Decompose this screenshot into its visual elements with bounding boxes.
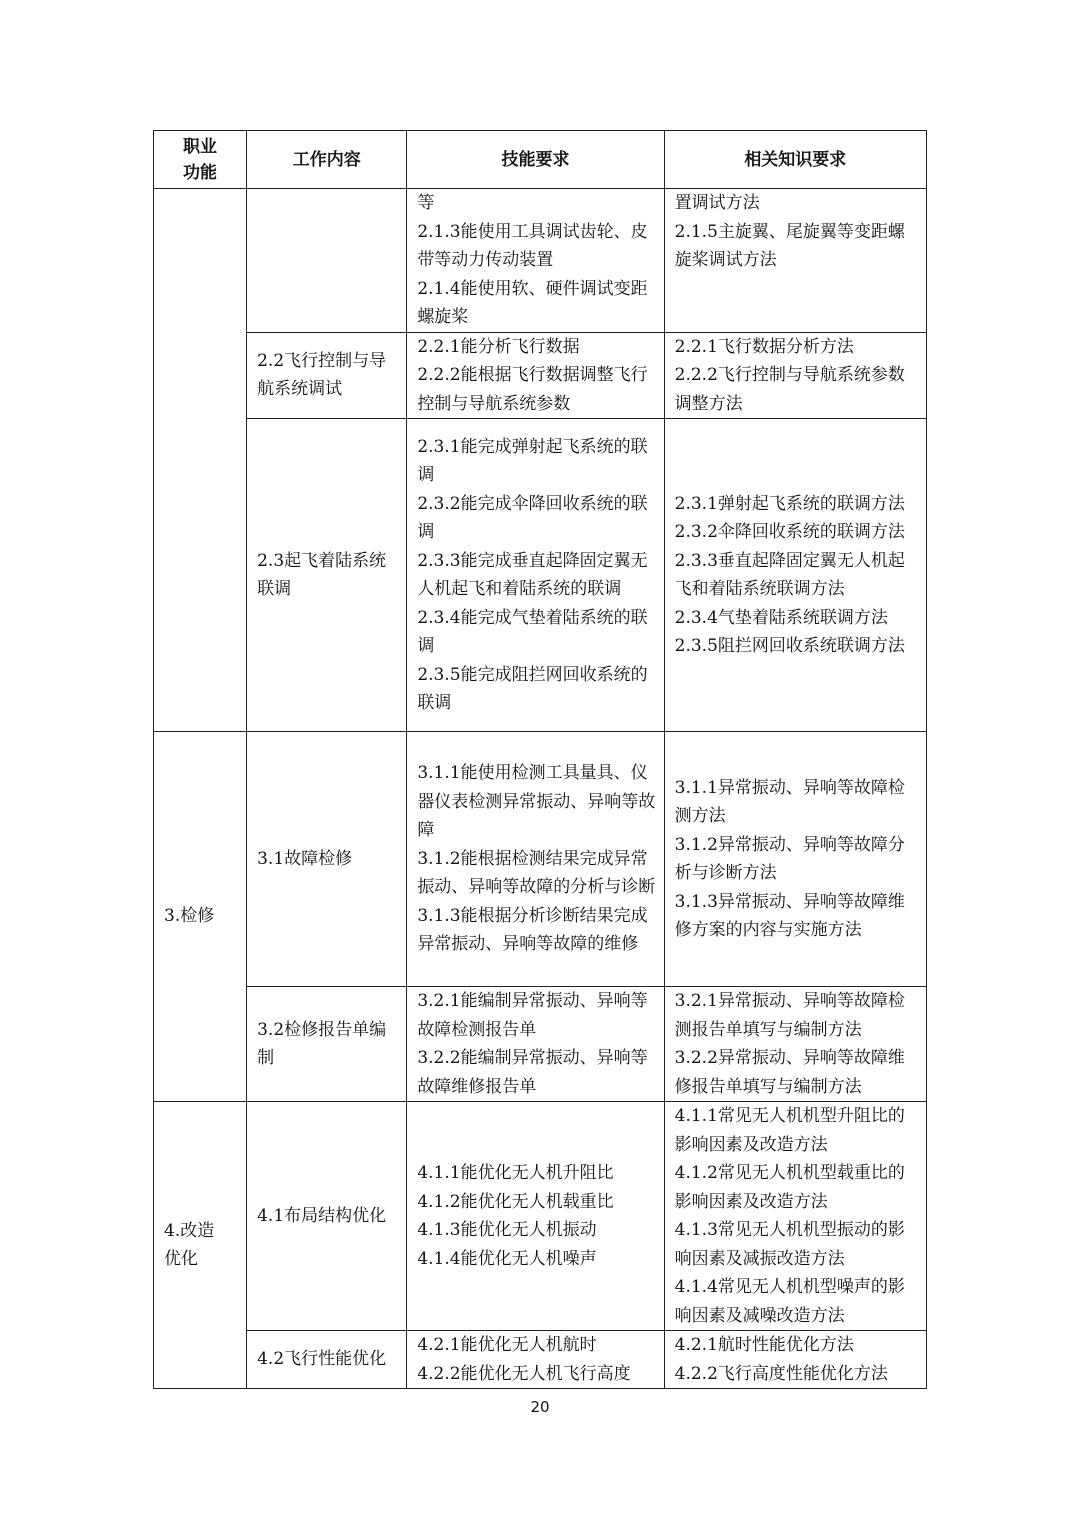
table-row: [154, 732, 927, 987]
skill-item: 3.2.2能编制异常振动、异响等故障维修报告单: [417, 1048, 648, 1097]
knowledge-item: 3.1.2异常振动、异响等故障分析与诊断方法: [674, 834, 905, 883]
knowledge-item: 2.3.1弹射起飞系统的联调方法: [674, 493, 905, 514]
knowledge-item: 2.2.2飞行控制与导航系统参数调整方法: [674, 365, 905, 414]
knowledge-item: 2.3.5阻拦网回收系统联调方法: [674, 636, 905, 656]
knowledge-item: 2.3.2伞降回收系统的联调方法: [674, 522, 905, 542]
skill-item: 2.2.2能根据飞行数据调整飞行控制与导航系统参数: [417, 365, 648, 414]
skill-cell: [407, 332, 664, 419]
knowledge-item: 2.3.3垂直起降固定翼无人机起飞和着陆系统联调方法: [674, 550, 905, 599]
knowledge-item: 2.2.1飞行数据分析方法: [674, 336, 854, 357]
func-cell-continued: [154, 189, 247, 732]
work-cell: 3.2检修报告单编制: [247, 987, 407, 1102]
work-cell: [247, 189, 407, 333]
skill-cell: [407, 189, 664, 333]
work-cell: 4.2飞行性能优化: [247, 1331, 407, 1389]
skill-item: 2.3.1能完成弹射起飞系统的联调: [417, 436, 648, 485]
header-skill: 技能要求: [407, 131, 664, 189]
knowledge-item: 4.1.4常见无人机机型噪声的影响因素及减噪改造方法: [674, 1277, 905, 1326]
skill-cell: [407, 419, 664, 732]
knowledge-cell: [664, 419, 926, 732]
skill-cell: [407, 987, 664, 1102]
knowledge-cell: [664, 987, 926, 1102]
work-cell: 2.3起飞着陆系统联调: [247, 419, 407, 732]
skill-cell: [407, 732, 664, 987]
skill-item: 2.1.4能使用软、硬件调试变距螺旋桨: [417, 278, 648, 327]
knowledge-item: 2.3.4气垫着陆系统联调方法: [674, 607, 888, 628]
skill-item: 3.1.2能根据检测结果完成异常振动、异响等故障的分析与诊断: [417, 848, 656, 898]
knowledge-cell: [664, 332, 926, 419]
table-row: [154, 189, 927, 333]
knowledge-cell: [664, 1331, 926, 1389]
func-cell: 4.改造优化: [154, 1102, 247, 1389]
skill-item: 4.2.2能优化无人机飞行高度: [417, 1363, 631, 1384]
skill-item: 3.1.3能根据分析诊断结果完成异常振动、异响等故障的维修: [417, 905, 648, 955]
header-func: 职业功能: [154, 131, 247, 189]
skill-item: 3.2.1能编制异常振动、异响等故障检测报告单: [417, 991, 648, 1040]
skill-item: 2.3.2能完成伞降回收系统的联调: [417, 493, 648, 542]
knowledge-cell: [664, 189, 926, 333]
skill-item: 4.1.3能优化无人机振动: [417, 1220, 597, 1240]
knowledge-item: 3.1.3异常振动、异响等故障维修方案的内容与实施方法: [674, 891, 905, 940]
knowledge-item: 4.2.2飞行高度性能优化方法: [674, 1363, 888, 1384]
table-row: [154, 1331, 927, 1389]
work-cell: 4.1布局结构优化: [247, 1102, 407, 1331]
table-row: [154, 332, 927, 419]
knowledge-item: 3.2.2异常振动、异响等故障维修报告单填写与编制方法: [674, 1048, 905, 1097]
knowledge-item: 4.1.1常见无人机机型升阻比的影响因素及改造方法: [674, 1106, 905, 1155]
skill-item: 4.1.1能优化无人机升阻比: [417, 1163, 614, 1183]
table-row: [154, 1102, 927, 1331]
table-row: [154, 419, 927, 732]
skill-item: 2.2.1能分析飞行数据: [417, 336, 580, 357]
skill-item: 等: [417, 193, 435, 213]
knowledge-item: 4.1.3常见无人机机型振动的影响因素及减振改造方法: [674, 1220, 905, 1269]
skill-item: 4.2.1能优化无人机航时: [417, 1335, 597, 1355]
knowledge-item: 置调试方法: [674, 193, 760, 213]
knowledge-cell: [664, 732, 926, 987]
knowledge-item: 2.1.5主旋翼、尾旋翼等变距螺旋桨调试方法: [674, 221, 905, 270]
standards-table: [153, 130, 927, 1389]
knowledge-item: 3.1.1异常振动、异响等故障检测方法: [674, 777, 905, 826]
skill-item: 2.3.5能完成阻拦网回收系统的联调: [417, 664, 648, 713]
skill-item: 2.3.3能完成垂直起降固定翼无人机起飞和着陆系统的联调: [417, 550, 648, 599]
func-cell: 3.检修: [154, 732, 247, 1102]
knowledge-item: 3.2.1异常振动、异响等故障检测报告单填写与编制方法: [674, 991, 905, 1040]
knowledge-item: 4.1.2常见无人机机型载重比的影响因素及改造方法: [674, 1163, 905, 1212]
skill-cell: [407, 1102, 664, 1331]
work-cell: 3.1故障检修: [247, 732, 407, 987]
header-row: [154, 131, 927, 189]
page-number: 20: [530, 1398, 550, 1416]
skill-cell: [407, 1331, 664, 1389]
header-work: 工作内容: [247, 131, 407, 189]
skill-item: 4.1.2能优化无人机载重比: [417, 1191, 614, 1212]
skill-item: 4.1.4能优化无人机噪声: [417, 1248, 597, 1269]
skill-item: 2.1.3能使用工具调试齿轮、皮带等动力传动装置: [417, 221, 648, 270]
work-cell: 2.2飞行控制与导航系统调试: [247, 332, 407, 419]
knowledge-item: 4.2.1航时性能优化方法: [674, 1335, 854, 1355]
table-row: [154, 987, 927, 1102]
header-knowledge: 相关知识要求: [664, 131, 926, 189]
knowledge-cell: [664, 1102, 926, 1331]
skill-item: 2.3.4能完成气垫着陆系统的联调: [417, 607, 648, 656]
skill-item: 3.1.1能使用检测工具量具、仪器仪表检测异常振动、异响等故障: [417, 763, 656, 841]
